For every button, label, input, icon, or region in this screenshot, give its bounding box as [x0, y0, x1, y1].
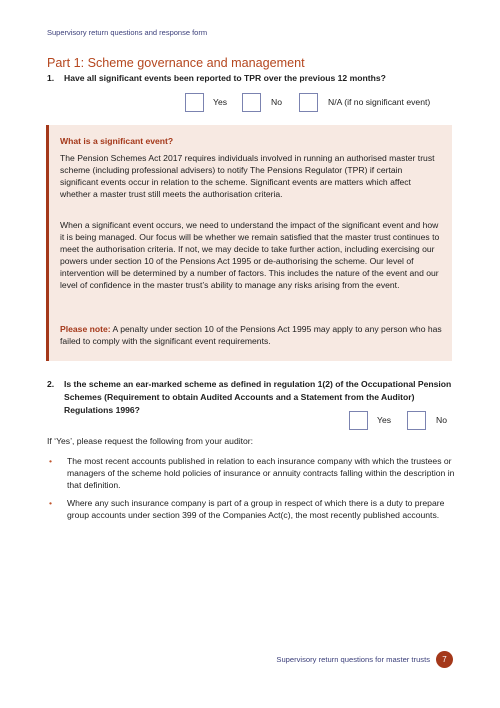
option-label: No	[271, 97, 282, 107]
footer-title: Supervisory return questions for master trusts	[276, 655, 430, 664]
list-item-text: Where any such insurance company is part of a group in respect of which there is a duty to prepare group accounts under section 399 of the Companies Act(c), the most recently published accounts.	[67, 498, 445, 521]
na-checkbox[interactable]	[299, 93, 318, 112]
page-number: 7	[436, 651, 453, 668]
option-label: Yes	[213, 97, 228, 107]
yes-checkbox[interactable]	[349, 411, 368, 430]
callout-paragraph-1: The Pension Schemes Act 2017 requires individuals involved in running an authorised master trust scheme (including professional advisers) to notify The Pensions Regulator (TPR) if certain significant events occur in relation to the scheme. Significant events are matters which affect whether a master trust still meets the authorisation criteria.	[60, 153, 435, 200]
question-number: 2.	[47, 379, 55, 389]
bullet-icon: •	[49, 456, 53, 466]
question-text: Is the scheme an ear-marked scheme as defined in regulation 1(2) of the Occupational Pension Schemes (Requirement to obtain Audited Accounts and a Statement from the Auditor) Regulations 1996?	[64, 379, 452, 415]
if-yes-instruction: If ‘Yes’, please request the following from your auditor:	[47, 436, 254, 446]
callout-note	[60, 323, 442, 347]
no-checkbox[interactable]	[242, 93, 261, 112]
no-checkbox[interactable]	[407, 411, 426, 430]
significant-event-callout	[46, 125, 452, 361]
option-label: No	[436, 415, 447, 425]
option-label: N/A (if no significant event)	[328, 97, 431, 107]
note-label: Please note:	[60, 324, 111, 334]
callout-paragraph-2: When a significant event occurs, we need to understand the impact of the significant event and how it is being managed. Our focus will be whether we remain satisfied that the master trust continues to meet the authorisation criteria. If not, we may decide to take further action, including exercising our powers under section 10 of the Pensions Act 1995 or de-authorising the scheme. Our level of intervention will be determined by a number of factors. This includes the nature of the event and our level of confidence in the master trust’s ability to manage any risks arising from the event.	[60, 220, 440, 291]
part-title: Part 1: Scheme governance and management	[47, 56, 305, 70]
list-item-text: The most recent accounts published in relation to each insurance company with which the trustees or managers of the scheme hold policies of insurance or annuity contracts falling within the description in that definition.	[67, 456, 455, 491]
running-header: Supervisory return questions and response form	[47, 28, 208, 37]
question-number: 1.	[47, 73, 55, 83]
option-label: Yes	[377, 415, 392, 425]
callout-title: What is a significant event?	[60, 136, 174, 146]
yes-checkbox[interactable]	[185, 93, 204, 112]
bullet-icon: •	[49, 498, 53, 508]
note-text: A penalty under section 10 of the Pensions Act 1995 may apply to any person who has failed to comply with the significant event requirements.	[60, 324, 442, 347]
question-text: Have all significant events been reported to TPR over the previous 12 months?	[64, 73, 386, 83]
